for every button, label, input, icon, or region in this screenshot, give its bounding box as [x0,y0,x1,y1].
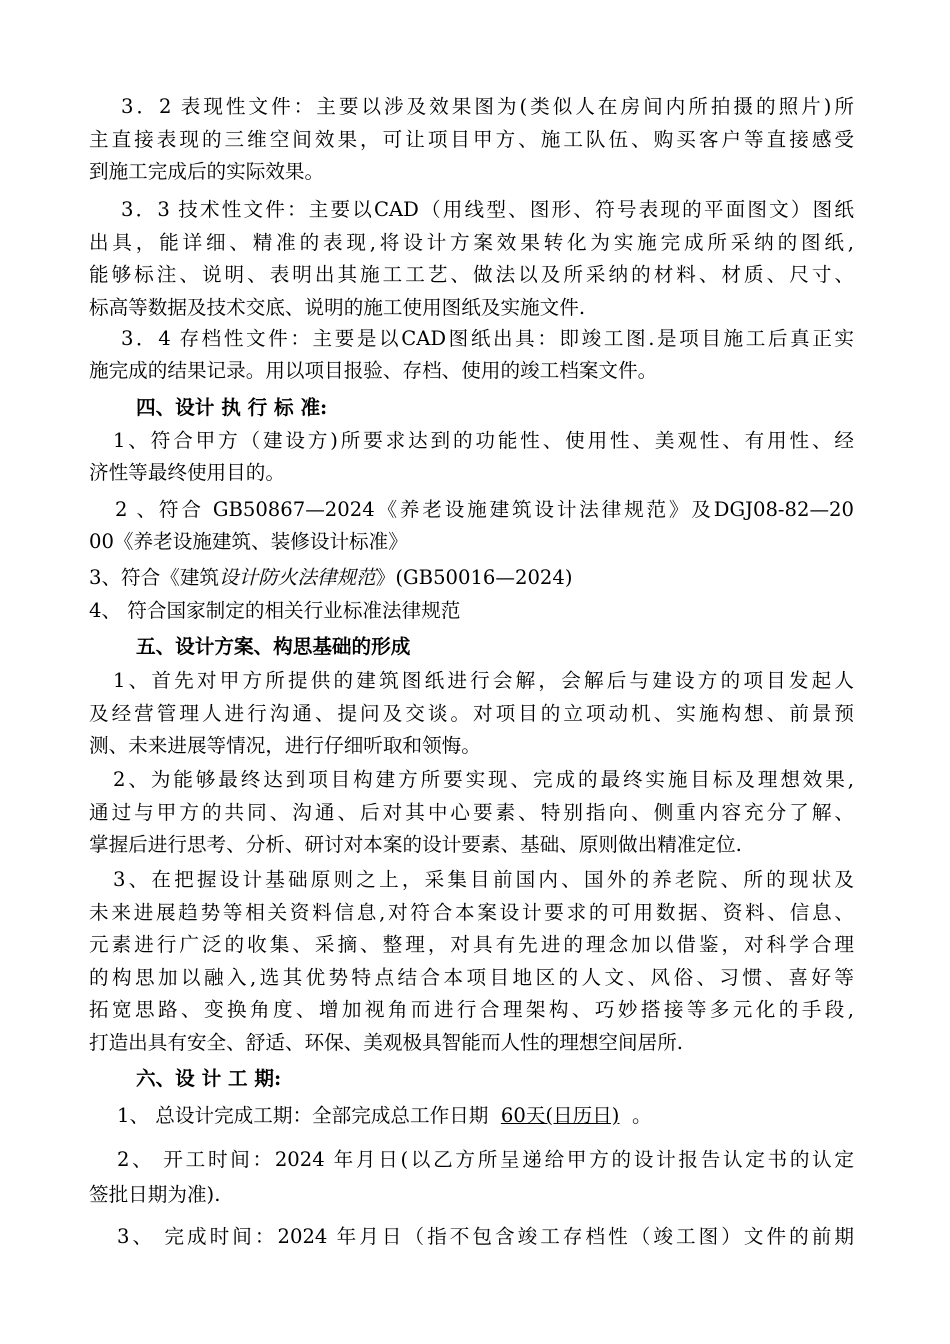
design-3-line-4: 的构思加以融入,选其优势特点结合本项目地区的人文、风俗、习惯、喜好等 [89,966,854,989]
schedule-1-label: 1、 总设计完成工期：全部完成总工作日期 [117,1104,489,1127]
design-3-line-3: 元素进行广泛的收集、采摘、整理，对具有先进的理念加以借鉴，对科学合理 [89,933,854,956]
para-3-2-line-3: 到施工完成后的实际效果。 [89,160,325,183]
para-3-4-line-2: 施完成的结果记录。用以项目报验、存档、使用的竣工档案文件。 [89,359,658,382]
standard-3-part-1: 3、符合《建筑 [89,566,220,589]
schedule-1 [117,1103,854,1129]
para-3-3-line-2: 出具，能详细、精准的表现,将设计方案效果转化为实施完成所采纳的图纸, [89,231,854,254]
section-heading-6: 六、设 计 工 期: [136,1067,282,1090]
design-2-line-2: 通过与甲方的共同、沟通、后对其中心要素、特别指向、侧重内容充分了解、 [89,801,854,824]
para-3-3-line-3: 能够标注、说明、表明出其施工工艺、做法以及所采纳的材料、材质、尺寸、 [89,263,854,286]
para-3-3-line-4: 标高等数据及技术交底、说明的施工使用图纸及实施文件. [89,296,586,319]
design-2-line-3: 掌握后进行思考、分析、研讨对本案的设计要素、基础、原则做出精准定位. [89,833,742,856]
design-3-line-1: 3、在把握设计基础原则之上，采集目前国内、国外的养老院、所的现状及 [113,868,854,891]
section-heading-4: 四、设计 执 行 标 准: [136,396,328,419]
design-1-line-2: 及经营管理人进行沟通、提问及交谈。对项目的立项动机、实施构想、前景预 [89,702,854,725]
schedule-2-line-1: 2、 开工时间：2024 年月日(以乙方所呈递给甲方的设计报告认定书的认定 [117,1148,854,1171]
schedule-1-duration: 60天(日历日) [500,1104,620,1127]
design-3-line-2: 未来进展趋势等相关资料信息,对符合本案设计要求的可用数据、资料、信息、 [89,901,854,924]
design-1-line-1: 1、首先对甲方所提供的建筑图纸进行会解，会解后与建设方的项目发起人 [113,669,854,692]
design-3-line-6: 打造出具有安全、舒适、环保、美观极具智能而人性的理想空间居所. [89,1031,684,1054]
standard-3 [89,565,854,591]
design-3-line-5: 拓宽思路、变换角度、增加视角而进行合理架构、巧妙搭接等多元化的手段, [89,998,854,1021]
schedule-2-line-2: 签批日期为准). [89,1183,221,1206]
standard-1-line-2: 济性等最终使用目的。 [89,461,285,484]
para-3-2-line-2: 主直接表现的三维空间效果，可让项目甲方、施工队伍、购买客户等直接感受 [89,128,854,151]
standard-3-part-3: 》(GB50016—2024) [375,566,573,589]
section-heading-5: 五、设计方案、构思基础的形成 [136,635,411,658]
schedule-3-line-1: 3、 完成时间：2024 年月日（指不包含竣工存档性（竣工图）文件的前期 [117,1225,854,1248]
design-1-line-3: 测、未来进展等情况，进行仔细听取和领悔。 [89,734,481,757]
standard-3-part-2: 设计防火法律规范 [219,566,376,589]
para-3-4-line-1: 3．4 存档性文件：主要是以CAD图纸出具：即竣工图.是项目施工后真正实 [121,327,854,350]
para-3-3-line-1: 3．3 技术性文件：主要以CAD（用线型、图形、符号表现的平面图文）图纸 [121,198,854,221]
schedule-1-end: 。 [631,1104,652,1127]
design-2-line-1: 2、为能够最终达到项目构建方所要实现、完成的最终实施目标及理想效果, [113,768,854,791]
standard-2-line-2: 00《养老设施建筑、装修设计标准》 [89,530,408,553]
standard-1-line-1: 1、符合甲方（建设方)所要求达到的功能性、使用性、美观性、有用性、经 [113,429,854,452]
standard-2-line-1: 2 、符合 GB50867—2024《养老设施建筑设计法律规范》及DGJ08-82—20 [115,498,854,521]
para-3-2-line-1: 3．2 表现性文件：主要以涉及效果图为(类似人在房间内所拍摄的照片)所 [121,95,854,118]
standard-4: 4、 符合国家制定的相关行业标准法律规范 [89,599,461,622]
